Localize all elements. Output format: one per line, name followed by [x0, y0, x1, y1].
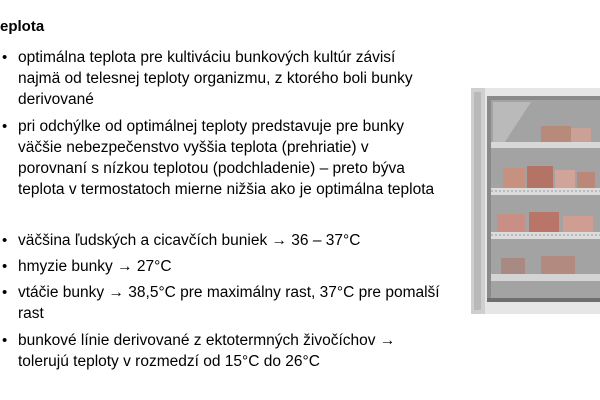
flask-stack-upper: [541, 126, 571, 142]
bullet-text: [18, 330, 395, 372]
dish-stack-lower-3: [563, 216, 593, 232]
bullet-line: hmyzie bunky → 27°C: [18, 258, 172, 275]
slide-title: eplota: [0, 18, 45, 35]
chamber-floor: [487, 298, 600, 302]
shelf-bottom: [491, 274, 600, 281]
dish-stack-lower-1: [497, 214, 525, 232]
bullet-line: porovnaní s nízkou teplotou (podchladenie) – preto býva: [18, 160, 405, 177]
bullet-marker: •: [2, 284, 8, 301]
flask-stack-middle-1: [503, 168, 525, 188]
flask-stack-upper-2: [571, 128, 591, 142]
flask-stack-middle-4: [577, 172, 595, 188]
bullet-line: tolerujú teploty v rozmedzí od 15°C do 26°C: [18, 353, 320, 370]
bullet-line: rast: [18, 305, 44, 322]
bullet-line: väčšie nebezpečenstvo vyššia teplota (prehriatie) v: [18, 139, 369, 156]
flask-stack-middle-3: [555, 170, 575, 188]
bullet-text: [18, 230, 360, 251]
shelf-upper: [491, 142, 600, 148]
dish-stack-bottom-1: [501, 258, 525, 274]
bullet-line: derivované: [18, 91, 94, 108]
bullet-line: teplota v termostatoch mierne nižšia ako je optimálna teplota: [18, 181, 435, 198]
bullet-text: [18, 256, 172, 277]
bullet-line: optimálna teplota pre kultiváciu bunkových kultúr závisí: [18, 49, 396, 66]
flask-stack-middle-2: [527, 166, 553, 188]
bullet-line: pri odchýlke od optimálnej teploty predstavuje pre bunky: [18, 118, 405, 135]
dish-stack-lower-2: [529, 212, 559, 232]
bullet-marker: •: [2, 258, 8, 275]
bullet-marker: •: [2, 232, 8, 249]
bullet-marker: •: [2, 332, 8, 349]
bullet-line: vtáčie bunky → 38,5°C pre maximálny rast, 37°C pre pomalší: [18, 284, 440, 301]
bullet-text: [18, 116, 434, 200]
bullet-marker: •: [2, 118, 8, 135]
bullet-line: najmä od telesnej teploty organizmu, z ktorého boli bunky: [18, 70, 413, 87]
dish-stack-bottom-2: [541, 256, 575, 274]
bullet-line: väčšina ľudských a cicavčích buniek → 36 – 37°C: [18, 232, 361, 249]
bullet-text: [18, 282, 440, 324]
incubator-door-seal: [474, 92, 481, 310]
bullet-marker: •: [2, 49, 8, 66]
bullet-line: bunkové línie derivované z ektotermných živočíchov →: [18, 332, 396, 349]
incubator-photo: [471, 88, 600, 314]
bullet-text: [18, 47, 413, 110]
